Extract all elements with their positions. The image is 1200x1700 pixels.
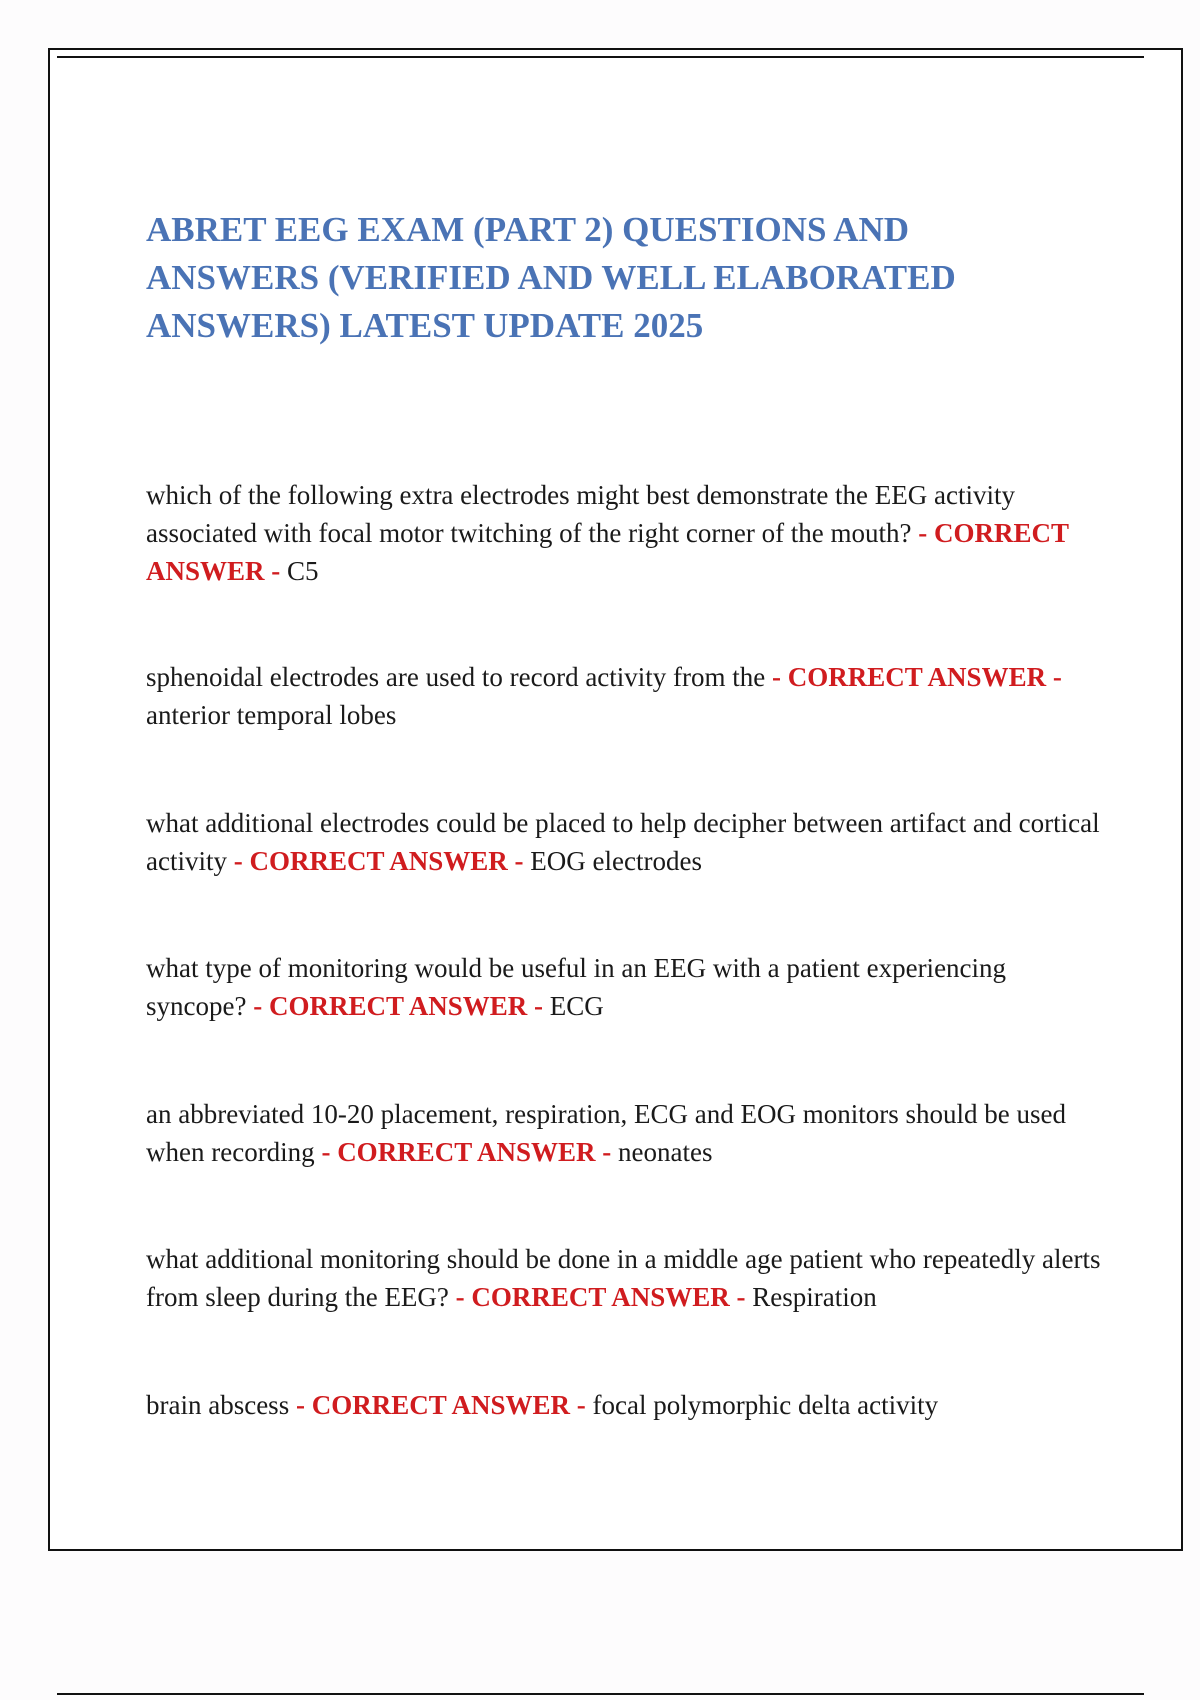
separator: - [527, 991, 550, 1021]
separator: - [448, 1282, 472, 1312]
qa-item-2 [146, 658, 1106, 734]
question-text: what additional monitoring should be done in a middle age patient who repeatedly alerts from sleep during the EEG? [146, 1244, 1101, 1312]
separator: - [507, 846, 531, 876]
answer-text: Respiration [752, 1282, 877, 1312]
separator: - [1046, 662, 1062, 692]
separator: - [570, 1390, 593, 1420]
separator: - [264, 556, 288, 586]
qa-item-5 [146, 1095, 1106, 1171]
separator: - [246, 991, 269, 1021]
correct-answer-label: CORRECT ANSWER [249, 846, 508, 876]
question-text: what additional electrodes could be placed to help decipher between artifact and cortical activity [146, 808, 1100, 876]
document-title: ABRET EEG EXAM (PART 2) QUESTIONS AND ANSWERS (VERIFIED AND WELL ELABORATED ANSWERS) LATEST UPDATE 2025 [146, 210, 956, 345]
qa-item-6 [146, 1240, 1106, 1316]
top-divider [57, 56, 1144, 58]
answer-text: C5 [287, 556, 319, 586]
question-text: brain abscess [146, 1390, 290, 1420]
answer-text: neonates [618, 1137, 713, 1167]
correct-answer-label: CORRECT ANSWER [146, 518, 1069, 586]
question-text: an abbreviated 10-20 placement, respiration, ECG and EOG monitors should be used when recording [146, 1099, 1067, 1167]
qa-item-4 [146, 949, 1106, 1025]
answer-text: focal polymorphic delta activity [592, 1390, 939, 1420]
question-text: sphenoidal electrodes are used to record activity from the [146, 662, 766, 692]
separator: - [289, 1390, 312, 1420]
correct-answer-label: CORRECT ANSWER [268, 991, 528, 1021]
qa-item-3 [146, 804, 1106, 880]
answer-text: EOG electrodes [530, 846, 702, 876]
answer-text: ECG [549, 991, 604, 1021]
separator: - [595, 1137, 618, 1167]
bottom-divider [57, 1693, 1144, 1695]
separator: - [765, 662, 788, 692]
separator: - [314, 1137, 338, 1167]
question-text: which of the following extra electrodes might best demonstrate the EEG activity associated with focal motor twitching of the right corner of the mouth? [146, 480, 1015, 548]
correct-answer-label: CORRECT ANSWER [311, 1390, 571, 1420]
question-text: what type of monitoring would be useful in an EEG with a patient experiencing syncope? [146, 953, 1007, 1021]
qa-item-1 [146, 476, 1106, 590]
separator: - [911, 518, 935, 548]
separator: - [729, 1282, 753, 1312]
separator: - [226, 846, 250, 876]
correct-answer-label: CORRECT ANSWER [337, 1137, 596, 1167]
answer-text: anterior temporal lobes [146, 700, 397, 730]
qa-item-7 [146, 1386, 1106, 1424]
correct-answer-label: CORRECT ANSWER [471, 1282, 730, 1312]
correct-answer-label: CORRECT ANSWER [787, 662, 1047, 692]
